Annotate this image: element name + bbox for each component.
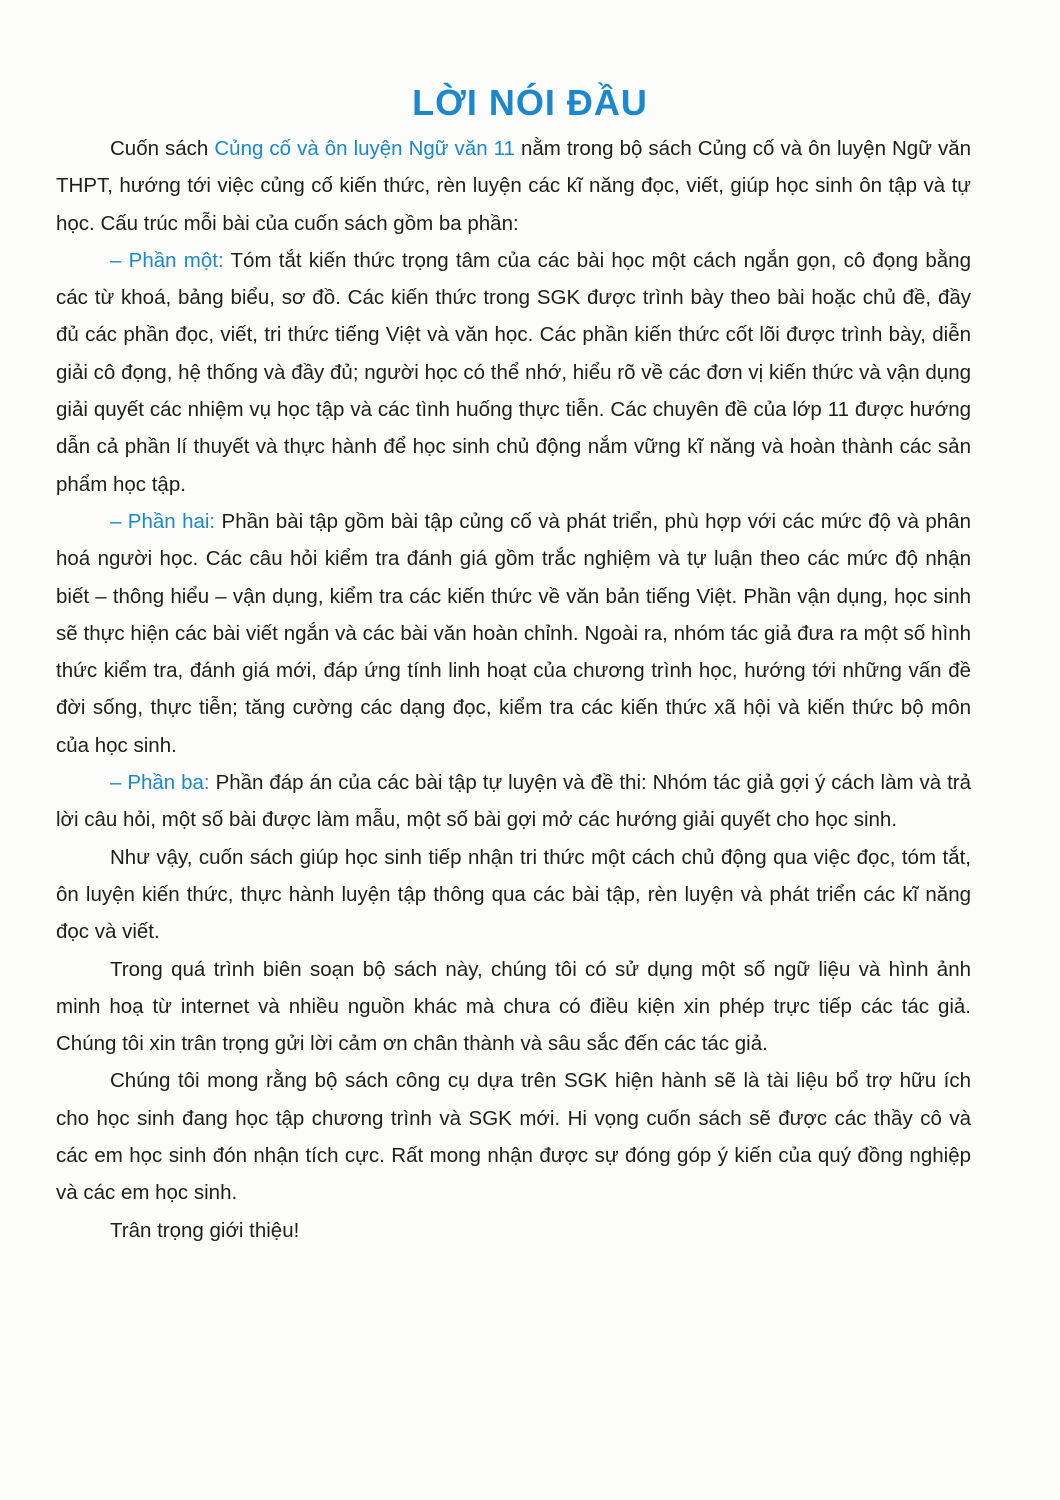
- page-title: LỜI NÓI ĐẦU: [412, 82, 648, 123]
- intro-paragraph: [56, 130, 971, 242]
- part-one-label: – Phần một:: [110, 248, 224, 272]
- intro-rest: nằm trong bộ sách Củng cố và ôn luyện Ngữ văn THPT, hướng tới việc củng cố kiến thức, rèn luyện các kĩ năng đọc, viết, giúp học sinh ôn tập và tự học. Cấu trúc mỗi bài của cuốn sách gồm ba phần:: [56, 137, 971, 235]
- part-three-label: – Phần ba:: [110, 771, 210, 795]
- intro-lead: Cuốn sách: [110, 137, 215, 160]
- part-one-paragraph: [56, 242, 971, 503]
- acknowledgement-paragraph: Trong quá trình biên soạn bộ sách này, chúng tôi có sử dụng một số ngữ liệu và hình ảnh minh hoạ từ internet và nhiều nguồn khác mà chưa có điều kiện xin phép trực tiếp các tác giả. Chúng tôi xin trân trọng gửi lời cảm ơn chân thành và sâu sắc đến các tác giả.: [56, 957, 971, 1056]
- sign-off: Trân trọng giới thiệu!: [110, 1218, 300, 1242]
- summary-paragraph: Như vậy, cuốn sách giúp học sinh tiếp nhận tri thức một cách chủ động qua việc đọc, tóm tắt, ôn luyện kiến thức, thực hành luyện tập thông qua các bài tập, rèn luyện và phát triển các kĩ năng đọc và viết.: [56, 845, 971, 944]
- part-three-text: Phần đáp án của các bài tập tự luyện và đề thi: Nhóm tác giả gợi ý cách làm và trả lời câu hỏi, một số bài được làm mẫu, một số bài gợi mở các hướng giải quyết cho học sinh.: [56, 771, 972, 832]
- part-two-paragraph: [56, 503, 971, 764]
- part-three-paragraph: [56, 764, 971, 839]
- book-title: Củng cố và ôn luyện Ngữ văn 11: [214, 137, 515, 160]
- preface-body: [56, 130, 971, 1249]
- part-two-text: Phần bài tập gồm bài tập củng cố và phát triển, phù hợp với các mức độ và phân hoá người học. Các câu hỏi kiểm tra đánh giá gồm trắc nghiệm và tự luận theo các mức độ nhận biết – thông hiểu – vận dụng, kiểm tra các kiến thức về văn bản tiếng Việt. Phần vận dụng, học sinh sẽ thực hiện các bài viết ngắn và các bài văn hoàn chỉnh. Ngoài ra, nhóm tác giả đưa ra một số hình thức kiểm tra, đánh giá mới, đáp ứng tính linh hoạt của chương trình học, hướng tới những vấn đề đời sống, thực tiễn; tăng cường các dạng đọc, kiểm tra các kiến thức xã hội và kiến thức bộ môn của học sinh.: [56, 509, 971, 757]
- hope-paragraph: Chúng tôi mong rằng bộ sách công cụ dựa trên SGK hiện hành sẽ là tài liệu bổ trợ hữu ích cho học sinh đang học tập chương trình và SGK mới. Hi vọng cuốn sách sẽ được các thầy cô và các em học sinh đón nhận tích cực. Rất mong nhận được sự đóng góp ý kiến của quý đồng nghiệp và các em học sinh.: [56, 1069, 971, 1205]
- part-one-text: Tóm tắt kiến thức trọng tâm của các bài học một cách ngắn gọn, cô đọng bằng các từ khoá, bảng biểu, sơ đồ. Các kiến thức trong SGK được trình bày theo bài hoặc chủ đề, đầy đủ các phần đọc, viết, tri thức tiếng Việt và văn học. Các phần kiến thức cốt lõi được trình bày, diễn giải cô đọng, hệ thống và đầy đủ; người học có thể nhớ, hiểu rõ về các đơn vị kiến thức và vận dụng giải quyết các nhiệm vụ học tập và các tình huống thực tiễn. Các chuyên đề của lớp 11 được hướng dẫn cả phần lí thuyết và thực hành để học sinh chủ động nắm vững kĩ năng và hoàn thành các sản phẩm học tập.: [56, 248, 971, 496]
- part-two-label: – Phần hai:: [110, 509, 216, 533]
